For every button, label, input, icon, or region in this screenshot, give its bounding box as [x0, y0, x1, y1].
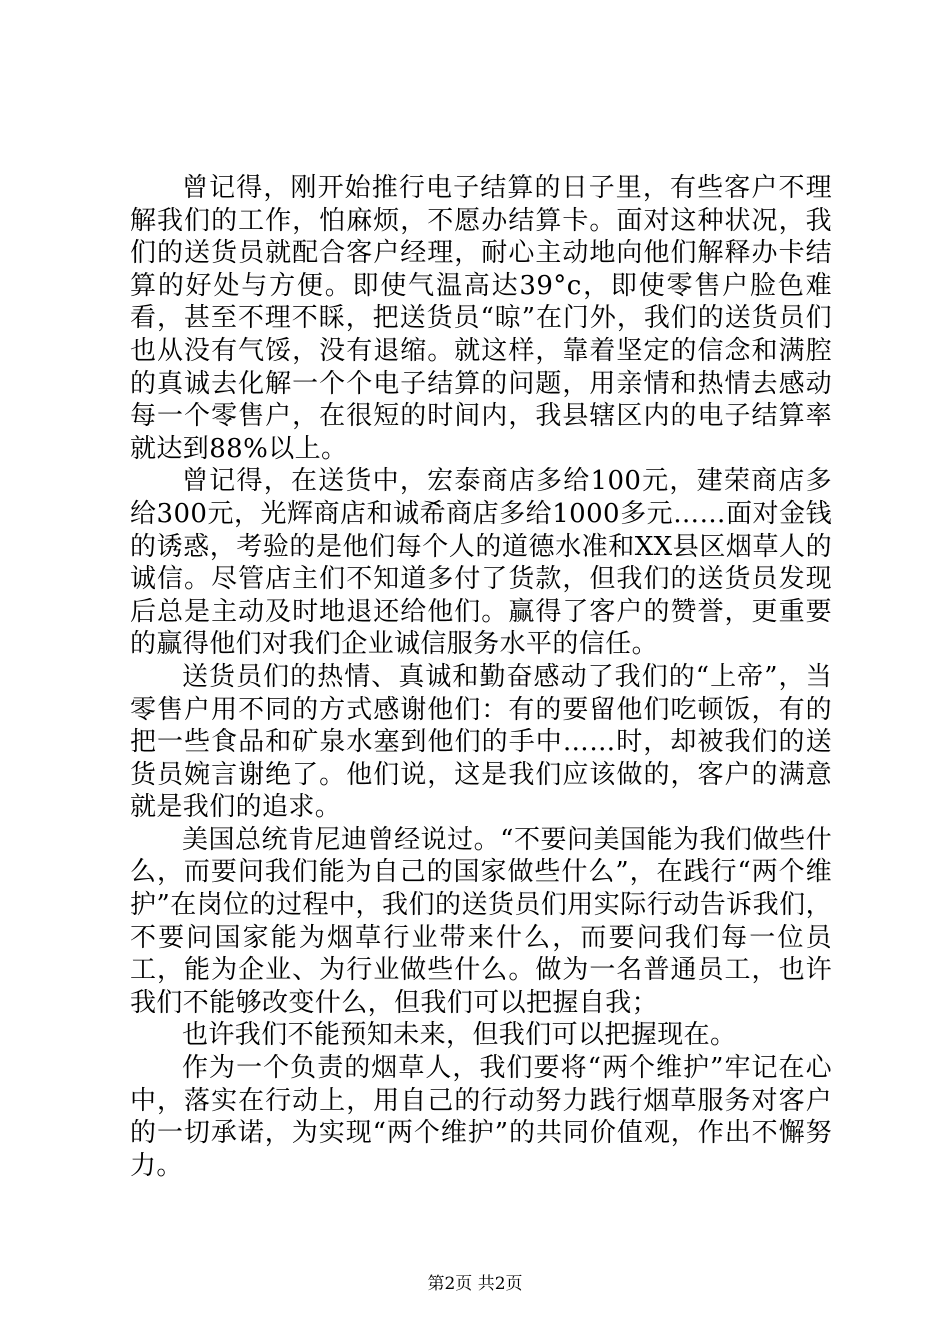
paragraph-1: 曾记得，刚开始推行电子结算的日子里，有些客户不理解我们的工作，怕麻烦，不愿办结算卡。面对这种状况，我们的送货员就配合客户经理，耐心主动地向他们解释办卡结算的好处与方便。即使气温高达39°c，即使零售户脸色难看，甚至不理不睬，把送货员“晾”在门外，我们的送货员们也从没有气馁，没有退缩。就这样，靠着坚定的信念和满腔的真诚去化解一个个电子结算的问题，用亲情和热情去感动每一个零售户，在很短的时间内，我县辖区内的电子结算率就达到88%以上。: [130, 173, 832, 464]
paragraph-3: 送货员们的热情、真诚和勤奋感动了我们的“上帝”，当零售户用不同的方式感谢他们：有的要留他们吃顿饭，有的把一些食品和矿泉水塞到他们的手中……时，却被我们的送货员婉言谢绝了。他们说，这是我们应该做的，客户的满意就是我们的追求。: [130, 661, 832, 823]
paragraph-5: 也许我们不能预知未来，但我们可以把握现在。: [182, 1020, 737, 1051]
page-number-footer: 第2页 共2页: [427, 1274, 523, 1294]
document-body: [130, 172, 832, 1182]
paragraph-2: 曾记得，在送货中，宏泰商店多给100元，建荣商店多给300元，光辉商店和诚希商店多给1000多元……面对金钱的诱惑，考验的是他们每个人的道德水准和XX县区烟草人的诚信。尽管店主们不知道多付了货款，但我们的送货员发现后总是主动及时地退还给他们。赢得了客户的赞誉，更重要的赢得他们对我们企业诚信服务水平的信任。: [130, 466, 832, 660]
paragraph-6: 作为一个负责的烟草人，我们要将“两个维护”牢记在心中，落实在行动上，用自己的行动努力践行烟草服务对客户的一切承诺，为实现“两个维护”的共同价值观，作出不懈努力。: [130, 1053, 832, 1181]
paragraph-4: 美国总统肯尼迪曾经说过。“不要问美国能为我们做些什么，而要问我们能为自己的国家做些什么”，在践行“两个维护”在岗位的过程中，我们的送货员们用实际行动告诉我们，不要问国家能为烟草行业带来什么，而要问我们每一位员工，能为企业、为行业做些什么。做为一名普通员工，也许我们不能够改变什么，但我们可以把握自我；: [130, 824, 832, 1018]
